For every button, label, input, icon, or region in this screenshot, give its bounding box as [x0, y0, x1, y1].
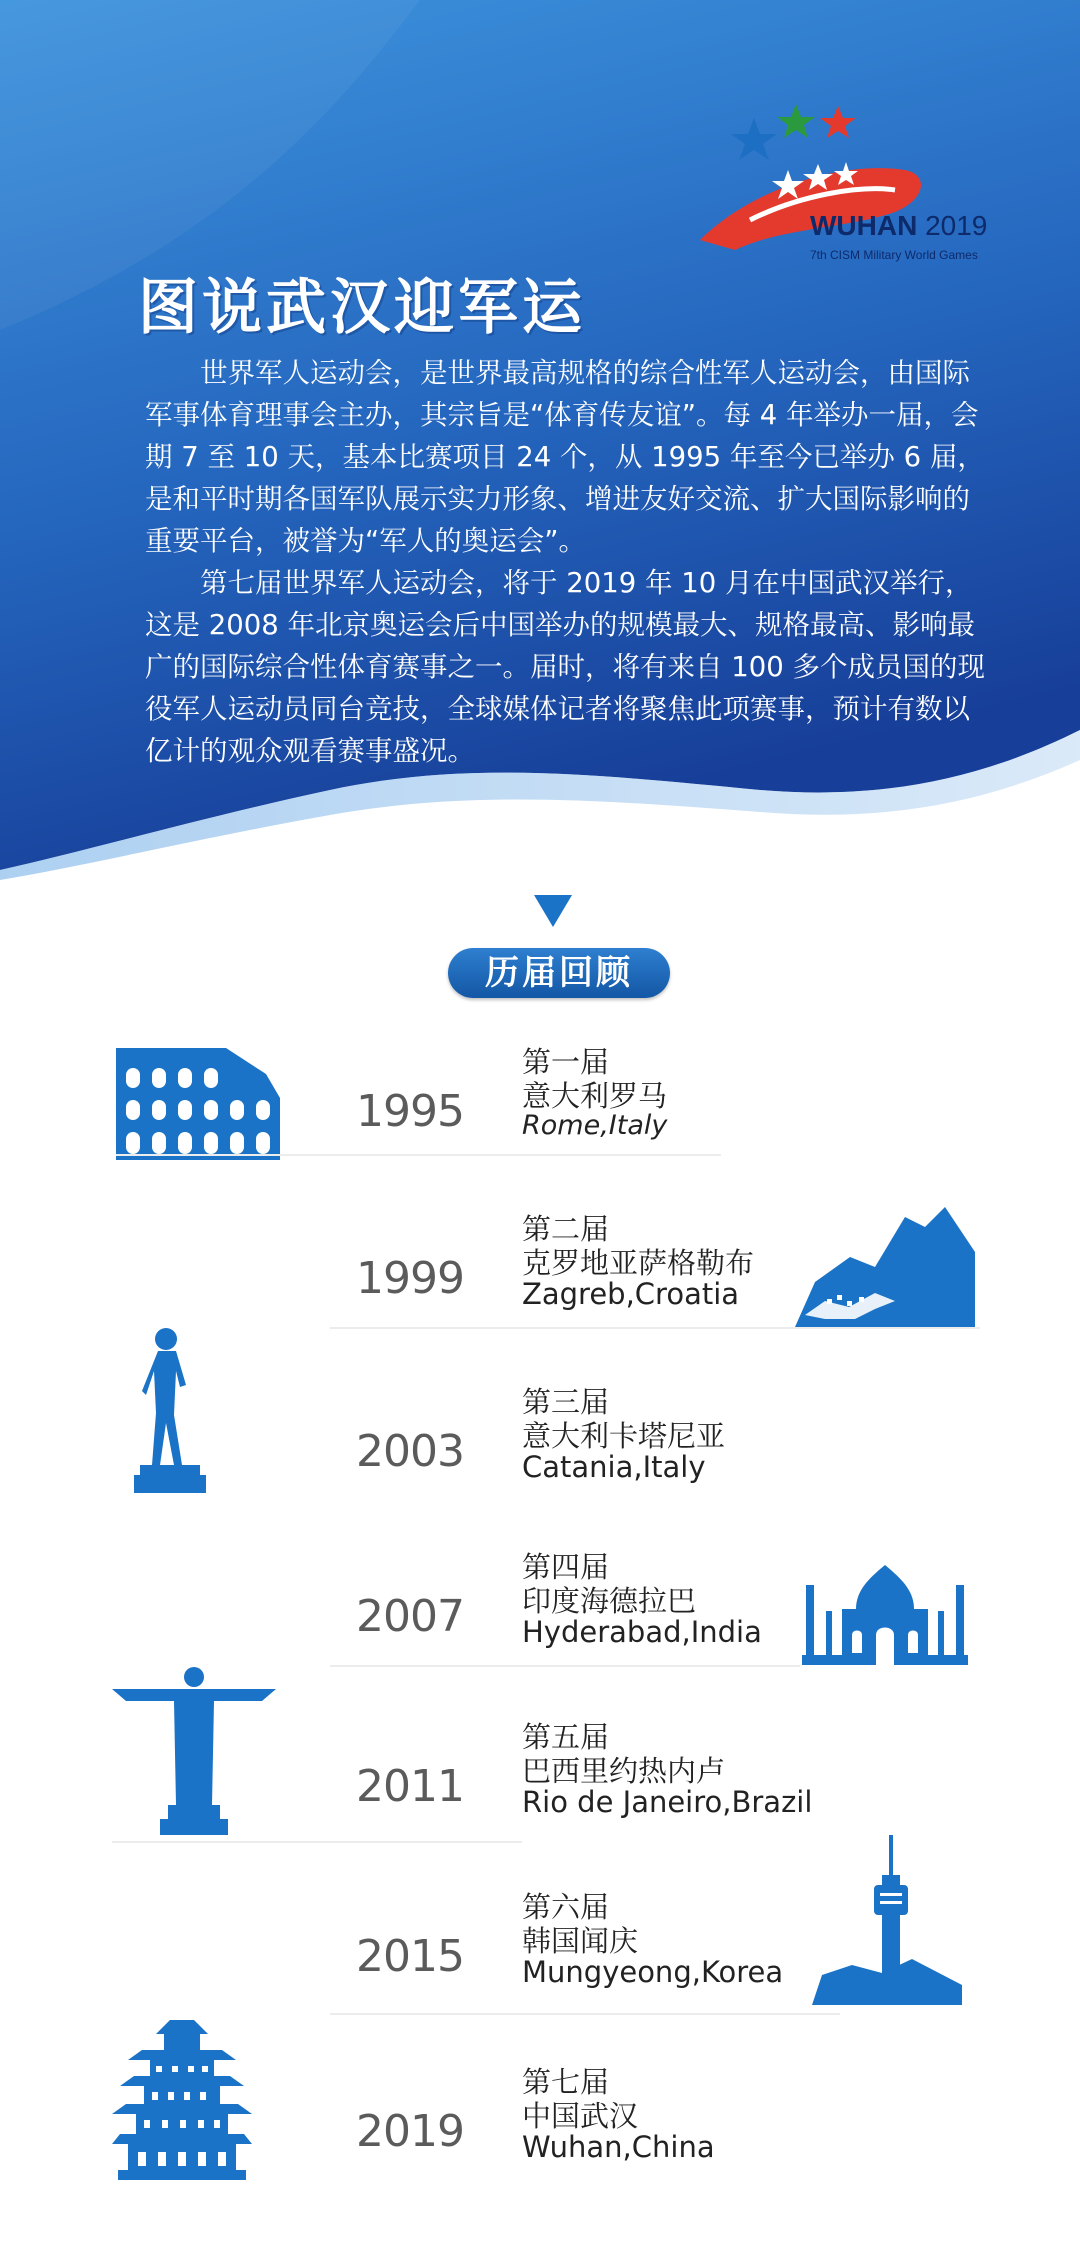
christ-redeemer-icon [112, 1665, 276, 1835]
row-divider [330, 1327, 980, 1329]
edition-number: 第一届 [522, 1045, 610, 1079]
host-city-cn: 意大利罗马 [522, 1079, 668, 1113]
yellow-crane-tower-icon [112, 2020, 252, 2180]
down-arrow-icon [534, 895, 572, 927]
edition-number: 第三届 [522, 1385, 610, 1419]
host-city-cn: 印度海德拉巴 [522, 1584, 697, 1618]
section-label-badge: 历届回顾 [448, 948, 670, 998]
host-city-en: Rome,Italy [522, 1110, 668, 1141]
edition-year: 2019 [356, 2106, 464, 2157]
logo-emblem-icon [690, 100, 1020, 270]
edition-number: 第七届 [522, 2065, 610, 2099]
intro-paragraph: 第七届世界军人运动会，将于 2019 年 10 月在中国武汉举行，这是 2008 年北京奥运会后中国举办的规模最大、规格最高、影响最广的国际综合性体育赛事之一。届时，将有来自 100 多个成员国的现役军人运动员同台竞技，全球媒体记者将聚焦此项赛事，预计有数以亿计的观众观看赛事盛况。 [145, 567, 985, 767]
host-city-en: Zagreb,Croatia [522, 1277, 740, 1311]
logo-subtitle: 7th CISM Military World Games [810, 248, 978, 262]
taj-mahal-icon [802, 1565, 968, 1665]
edition-number: 第六届 [522, 1890, 610, 1924]
edition-number: 第五届 [522, 1720, 610, 1754]
tower-icon [812, 1835, 962, 2005]
wuhan-2019-logo [690, 100, 1020, 270]
host-city-cn: 克罗地亚萨格勒布 [522, 1246, 755, 1280]
host-city-cn: 意大利卡塔尼亚 [522, 1419, 726, 1453]
edition-number: 第二届 [522, 1212, 610, 1246]
host-city-en: Rio de Janeiro,Brazil [522, 1785, 813, 1819]
page-title: 图说武汉迎军运 [138, 273, 586, 343]
host-city-en: Hyderabad,India [522, 1615, 762, 1649]
logo-title: WUHAN 2019 [810, 210, 988, 241]
mountain-town-icon [795, 1197, 975, 1327]
host-city-cn: 中国武汉 [522, 2099, 639, 2133]
edition-year: 1999 [356, 1253, 464, 1304]
host-city-en: Wuhan,China [522, 2130, 715, 2164]
david-statue-icon [130, 1325, 210, 1495]
host-city-en: Mungyeong,Korea [522, 1955, 784, 1989]
intro-paragraph: 世界军人运动会，是世界最高规格的综合性军人运动会，由国际军事体育理事会主办，其宗旨是“体育传友谊”。每 4 年举办一届，会期 7 至 10 天，基本比赛项目 24 个，从 1995 年至今已举办 6 届，是和平时期各国军队展示实力形象、增进友好交流、扩大国际影响的重要平台，被誉为“军人的奥运会”。 [145, 357, 985, 557]
edition-year: 2011 [356, 1761, 464, 1812]
hero-banner [0, 0, 1080, 880]
edition-year: 2003 [356, 1426, 464, 1477]
colosseum-icon [116, 1038, 280, 1160]
row-divider [112, 1841, 522, 1843]
edition-year: 2007 [356, 1591, 464, 1642]
edition-year: 1995 [356, 1086, 464, 1137]
row-divider [330, 1665, 800, 1667]
edition-year: 2015 [356, 1931, 464, 1982]
row-divider [116, 1154, 721, 1156]
host-city-cn: 韩国闻庆 [522, 1924, 639, 1958]
host-city-en: Catania,Italy [522, 1450, 706, 1484]
row-divider [330, 2013, 840, 2015]
host-city-cn: 巴西里约热内卢 [522, 1754, 726, 1788]
edition-number: 第四届 [522, 1550, 610, 1584]
intro-text [145, 352, 987, 772]
